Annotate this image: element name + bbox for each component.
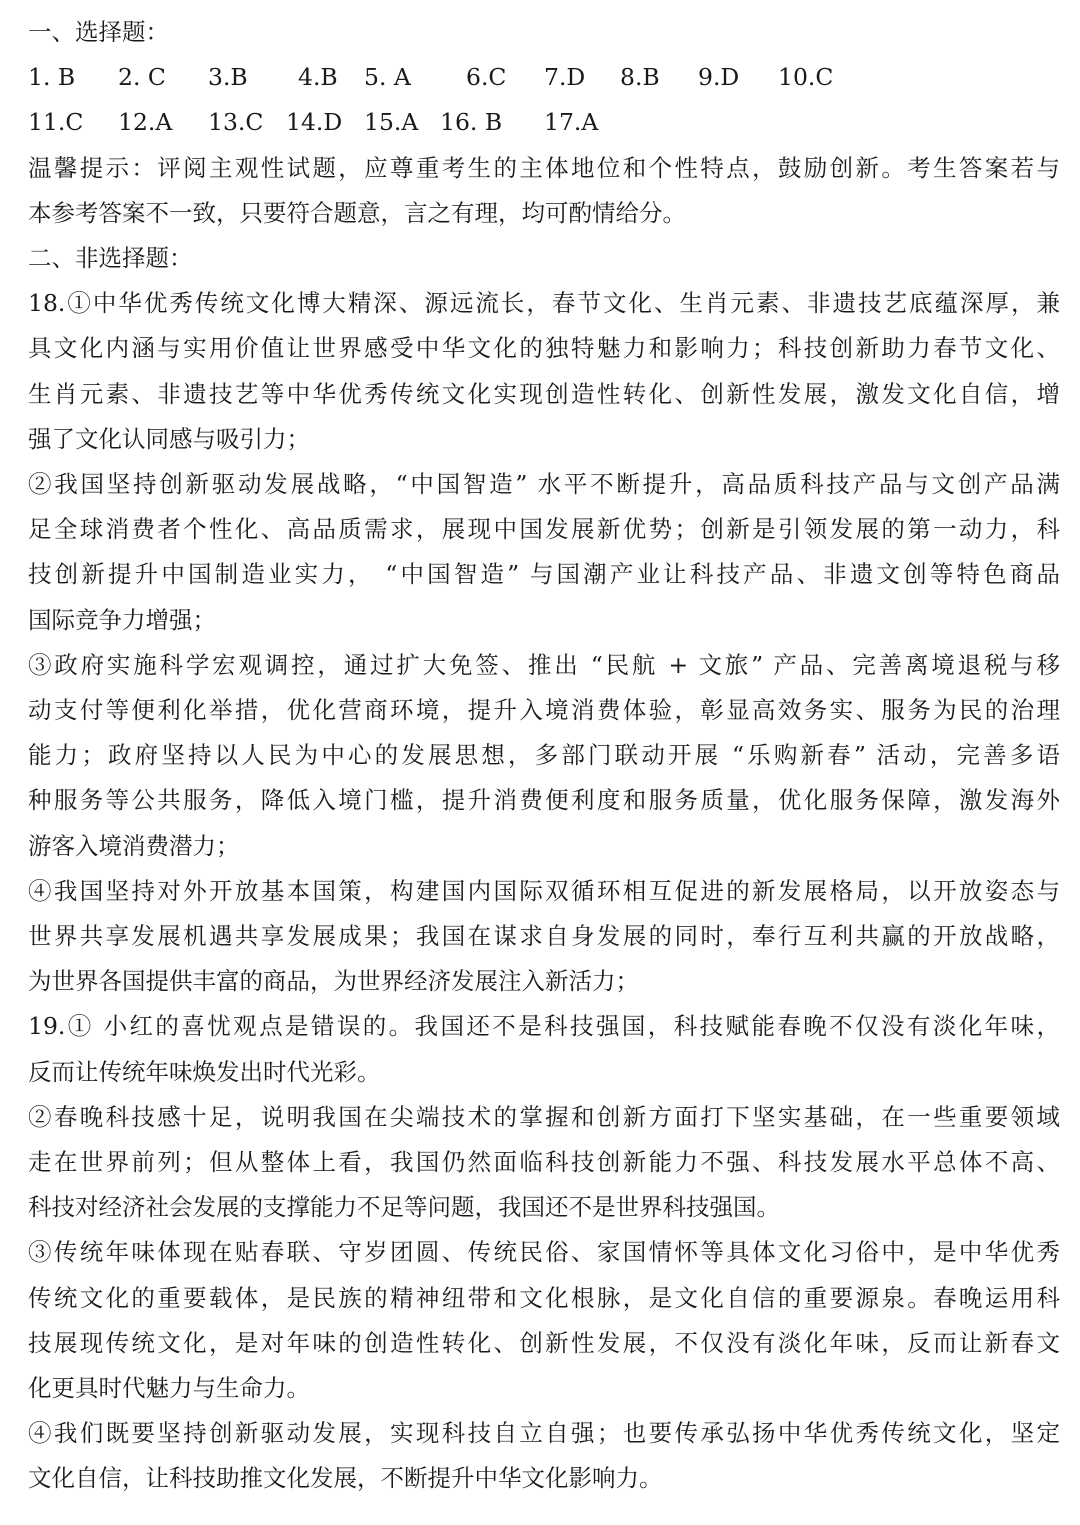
text-line: 足全球消费者个性化、高品质需求，展现中国发展新优势；创新是引领发展的第一动力，科 [28, 515, 1060, 544]
answer-3: 3.B [208, 63, 248, 92]
answer-8: 8.B [620, 63, 660, 92]
text-line: 走在世界前列；但从整体上看，我国仍然面临科技创新能力不强、科技发展水平总体不高、 [28, 1148, 1060, 1177]
text-line: 传统文化的重要载体，是民族的精神纽带和文化根脉，是文化自信的重要源泉。春晚运用科 [28, 1283, 1060, 1312]
answer-16: 16. B [440, 108, 503, 137]
text-line: 具文化内涵与实用价值让世界感受中华文化的独特魅力和影响力；科技创新助力春节文化、 [28, 334, 1060, 363]
text-line: 强了文化认同感与吸引力； [28, 424, 310, 453]
text-line: ②春晚科技感十足，说明我国在尖端技术的掌握和创新方面打下坚实基础，在一些重要领域 [28, 1102, 1060, 1131]
text-line: 生肖元素、非遗技艺等中华优秀传统文化实现创造性转化、创新性发展，激发文化自信，增 [28, 379, 1060, 408]
text-line: 能力；政府坚持以人民为中心的发展思想，多部门联动开展 “乐购新春” 活动，完善多语 [28, 741, 1060, 770]
answer-7: 7.D [544, 63, 586, 92]
text-line: 19.① 小红的喜忧观点是错误的。我国还不是科技强国，科技赋能春晚不仅没有淡化年味， [28, 1012, 1060, 1041]
text-line: 世界共享发展机遇共享发展成果；我国在谋求自身发展的同时，奉行互利共赢的开放战略， [28, 922, 1060, 951]
text-line: 温馨提示：评阅主观性试题，应尊重考生的主体地位和个性特点，鼓励创新。考生答案若与 [28, 153, 1060, 182]
text-line: 化更具时代魅力与生命力。 [28, 1374, 310, 1403]
text-line: 游客入境消费潜力； [28, 831, 240, 860]
answer-2: 2. C [118, 63, 166, 92]
text-line: 18.①中华优秀传统文化博大精深、源远流长，春节文化、生肖元素、非遗技艺底蕴深厚，兼 [28, 289, 1060, 318]
answer-6: 6.C [466, 63, 507, 92]
section-heading-choice: 一、选择题： [28, 18, 169, 46]
text-line: 国际竞争力增强； [28, 605, 216, 634]
answer-1: 1. B [28, 63, 76, 92]
text-line: 为世界各国提供丰富的商品，为世界经济发展注入新活力； [28, 967, 639, 996]
answer-15: 15.A [364, 108, 419, 137]
answer-4: 4.B [298, 63, 338, 92]
text-line: 动支付等便利化举措，优化营商环境，提升入境消费体验，彰显高效务实、服务为民的治理 [28, 696, 1060, 725]
choice-answers-row-2 [28, 100, 1060, 145]
text-line: 反而让传统年味焕发出时代光彩。 [28, 1057, 381, 1086]
text-line: ③传统年味体现在贴春联、守岁团圆、传统民俗、家国情怀等具体文化习俗中，是中华优秀 [28, 1238, 1060, 1267]
text-line: 技创新提升中国制造业实力， “中国智造” 与国潮产业让科技产品、非遗文创等特色商品 [28, 560, 1060, 589]
answer-10: 10.C [778, 63, 834, 92]
answer-14: 14.D [286, 108, 343, 137]
answer-9: 9.D [698, 63, 740, 92]
answer-11: 11.C [28, 108, 84, 137]
answer-5: 5. A [364, 63, 411, 92]
text-line: ③政府实施科学宏观调控，通过扩大免签、推出 “民航 + 文旅” 产品、完善离境退税与移 [28, 650, 1060, 679]
text-line: 文化自信，让科技助推文化发展，不断提升中华文化影响力。 [28, 1464, 663, 1493]
text-line: ④我国坚持对外开放基本国策，构建国内国际双循环相互促进的新发展格局，以开放姿态与 [28, 876, 1060, 905]
question-18-answer [28, 281, 1060, 1004]
text-line: 科技对经济社会发展的支撑能力不足等问题，我国还不是世界科技强国。 [28, 1193, 780, 1222]
text-line: 本参考答案不一致，只要符合题意，言之有理，均可酌情给分。 [28, 198, 686, 227]
text-line: ④我们既要坚持创新驱动发展，实现科技自立自强；也要传承弘扬中华优秀传统文化，坚定 [28, 1419, 1060, 1448]
text-line: 技展现传统文化，是对年味的创造性转化、创新性发展，不仅没有淡化年味，反而让新春文 [28, 1328, 1060, 1357]
text-line: 种服务等公共服务，降低入境门槛，提升消费便利度和服务质量，优化服务保障，激发海外 [28, 786, 1060, 815]
answer-17: 17.A [544, 108, 599, 137]
text-line: ②我国坚持创新驱动发展战略，“中国智造” 水平不断提升，高品质科技产品与文创产品满 [28, 470, 1060, 498]
grading-tip [28, 146, 1060, 236]
question-19-answer [28, 1004, 1060, 1501]
answer-12: 12.A [118, 108, 173, 137]
section-heading-non-choice: 二、非选择题： [28, 243, 193, 272]
answer-13: 13.C [208, 108, 264, 137]
choice-answers-row-1 [28, 55, 1060, 100]
